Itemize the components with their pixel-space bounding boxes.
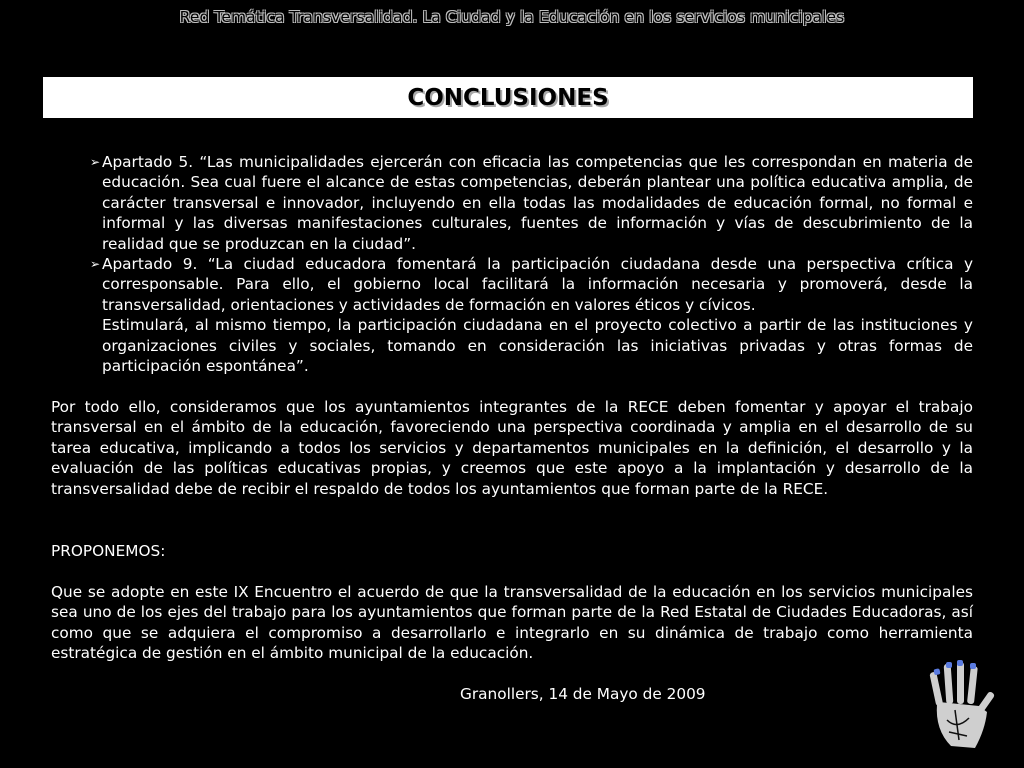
- hand-logo-icon: [925, 660, 1005, 760]
- paragraph-text: Que se adopte en este IX Encuentro el acuerdo de que la transversalidad de la educación en los servicios municipales sea uno de los ejes del trabajo para los ayuntamientos que forman parte de la Red Estatal de Ciudades Educadoras, así como que se adquiera el compromiso a desarrollarlo e integrarlo en su dinámica de trabajo como herramienta estratégica de gestión en el ámbito municipal de la educación.: [51, 583, 973, 663]
- section-title-box: [43, 77, 973, 118]
- body-paragraph-3: [51, 582, 973, 664]
- arrow-bullet-icon: ➢: [90, 155, 101, 169]
- bullet-item: [90, 152, 973, 254]
- bullet-continuation: Estimulará, al mismo tiempo, la participación ciudadana en el proyecto colectivo a partir de las instituciones y organizaciones civiles y sociales, tomando en consideración las iniciativas privadas y otras formas de participación espontánea”.: [102, 316, 973, 376]
- bullet-text: Apartado 9. “La ciudad educadora fomentará la participación ciudadana desde una perspectiva crítica y corresponsable. Para ello, el gobierno local facilitará la información necesaria y promoverá, desde la transversalidad, orientaciones y actividades de formación en valores éticos y cívicos.: [102, 255, 973, 314]
- body-paragraph-2: PROPONEMOS:: [51, 542, 166, 560]
- bullet-item: [90, 254, 973, 315]
- bullet-list: [90, 152, 973, 376]
- bullet-text: Apartado 5. “Las municipalidades ejercerán con eficacia las competencias que les correspondan en materia de educación. Sea cual fuere el alcance de estas competencias, deberán plantear una política educativa amplia, de carácter transversal e innovador, incluyendo en ella todas las modalidades de educación formal, no formal e informal y las diversas manifestaciones culturales, fuentes de información y vías de descubrimiento de la realidad que se produzcan en la ciudad”.: [102, 153, 973, 253]
- arrow-bullet-icon: ➢: [90, 257, 101, 272]
- header-title: Red Temática Transversalidad. La Ciudad y la Educación en los servicios municipales: [179, 8, 845, 26]
- body-paragraph-1: [51, 397, 973, 499]
- paragraph-text: Por todo ello, consideramos que los ayuntamientos integrantes de la RECE deben fomentar y apoyar el trabajo transversal en el ámbito de la educación, favoreciendo una perspectiva coordinada y amplia en el desarrollo de su tarea educativa, implicando a todos los servicios y departamentos municipales en la definición, el desarrollo y la evaluación de las políticas educativas propias, y creemos que este apoyo a la implantación y desarrollo de la transversalidad debe de recibir el respaldo de todos los ayuntamientos que forman parte de la RECE.: [51, 398, 973, 498]
- section-title: CONCLUSIONES: [407, 84, 609, 111]
- signoff: Granollers, 14 de Mayo de 2009: [460, 685, 706, 703]
